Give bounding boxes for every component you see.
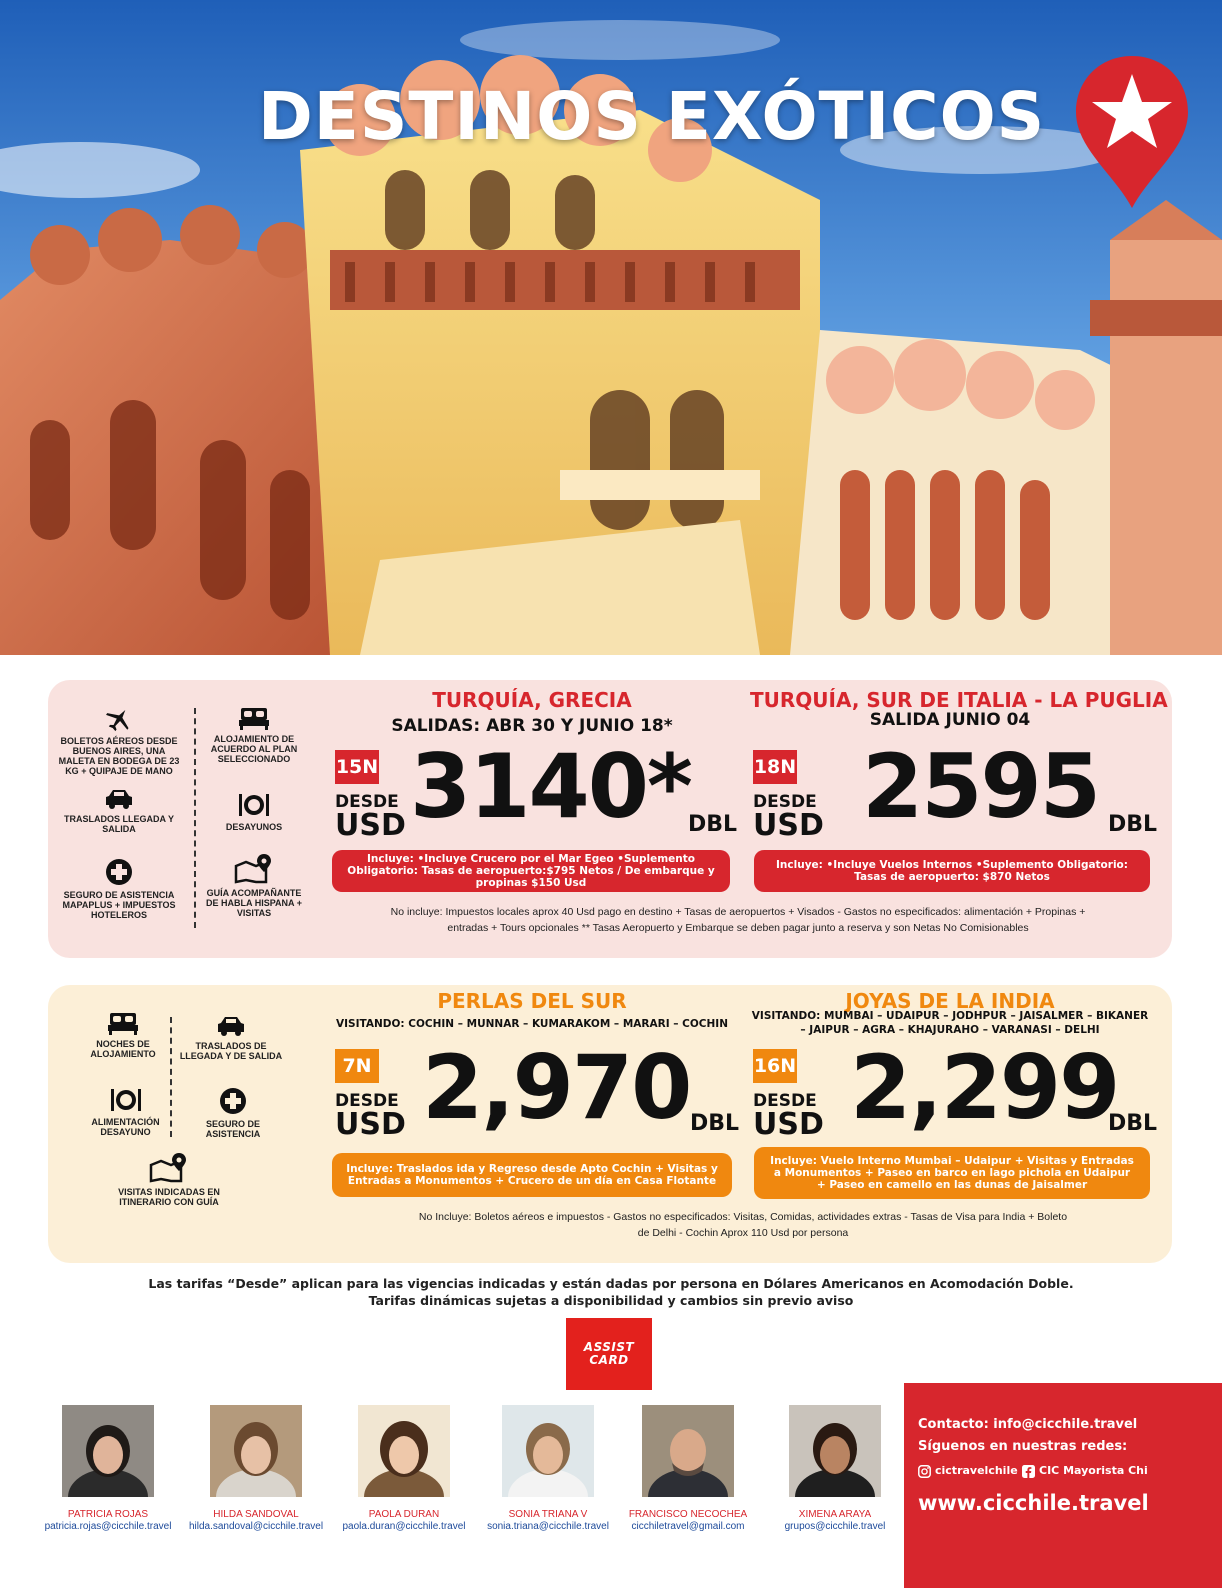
agent-email[interactable]: patricia.rojas@cicchile.travel [44,1521,172,1532]
contact-email-line[interactable]: Contacto: info@cicchile.travel [918,1417,1138,1432]
agent-photo [210,1405,302,1497]
medical-cross-icon [219,1087,247,1115]
currency-label: USD [335,1107,406,1142]
agent-photo [789,1405,881,1497]
offer-perlas-del-sur [332,985,740,1205]
offer-turquia-grecia [332,680,738,900]
agent-card [181,1405,331,1533]
offer-price: 3140* [410,735,691,838]
nights-badge: 18N [753,750,797,784]
offer-includes-box: Incluye: Traslados ida y Regreso desde Apto Cochin + Visitas y Entradas a Monumentos + Crucero de un día en Casa Flotante [332,1153,732,1197]
agent-card [613,1405,763,1533]
include-item-lodging [204,706,304,764]
instagram-icon [918,1465,931,1478]
facebook-page: CIC Mayorista Chi [1039,1464,1148,1477]
instagram-link[interactable] [918,1464,1018,1478]
not-included-note: No incluye: Impuestos locales aprox 40 Usd pago en destino + Tasas de aeropuertos + Visados - Gastos no especificados: alimentación + Propinas + entradas + Tours opcionales ** Tasas Aeropuerto y Embarque se deben pagar junto a reserva y son Netas No Comisionables [390,906,1086,934]
desde-label: DESDE [753,792,817,812]
logo-text: CARD [589,1353,629,1367]
airplane-icon [104,706,134,732]
room-type: DBL [1108,1111,1158,1136]
bed-icon [239,706,269,730]
agent-name: XIMENA ARAYA [798,1509,872,1520]
include-item-flights [54,706,184,776]
website-link[interactable]: www.cicchile.travel [918,1491,1149,1515]
room-type: DBL [1108,812,1158,837]
include-item-visits [104,1151,234,1207]
include-item-label: SEGURO DE ASISTENCIA [205,1119,261,1139]
assist-card-logo [566,1318,652,1390]
agent-name: FRANCISCO NECOCHEA [628,1509,748,1520]
facebook-icon [1022,1465,1035,1478]
room-type: DBL [688,812,738,837]
include-item-insurance [54,858,184,920]
offer-turquia-italia [750,680,1168,900]
offer-title: TURQUÍA, SUR DE ITALIA - LA PUGLIA [750,688,1168,712]
includes-divider [194,708,196,928]
plate-cutlery-icon [109,1087,143,1113]
includes-divider [170,1017,172,1137]
star-location-pin-icon [1070,52,1194,212]
offer-joyas-de-la-india [750,985,1158,1205]
include-item-guide [204,852,304,918]
contact-box [904,1383,1222,1588]
map-pin-icon [149,1151,189,1183]
agent-email[interactable]: hilda.sandoval@cicchile.travel [188,1521,324,1532]
include-item-label: ALOJAMIENTO DE ACUERDO AL PLAN SELECCIONADO [210,734,298,764]
offer-title: PERLAS DEL SUR [437,989,627,1013]
nights-badge: 16N [753,1049,797,1083]
agent-email[interactable]: cicchiletravel@gmail.com [631,1521,745,1532]
offer-includes-box: Incluye: Vuelo Interno Mumbai – Udaipur + Visitas y Entradas a Monumentos + Paseo en barco en lago pichola en Udaipur + Paseo en camello en las dunas de Jaisalmer [754,1147,1150,1199]
offers-panel-europe [48,680,1172,958]
agent-email[interactable]: paola.duran@cicchile.travel [342,1521,466,1532]
not-included-note: No Incluye: Boletos aéreos e impuestos - Gastos no especificados: Visitas, Comidas, actividades extras - Tasas de Visa para India + Boleto de Delhi - Cochin Aprox 110 Usd por persona [418,1211,1068,1239]
include-item-lodging [78,1011,168,1059]
offer-includes-box: Incluye: •Incluye Vuelos Internos •Suplemento Obligatorio: Tasas de aeropuerto: $870 Netos [754,850,1150,892]
agent-photo [502,1405,594,1497]
nights-badge: 7N [335,1049,379,1083]
desde-label: DESDE [335,1091,399,1111]
include-item-label: VISITAS INDICADAS EN ITINERARIO CON GUÍA [118,1187,220,1207]
include-item-label: DESAYUNOS [225,822,283,832]
agent-email[interactable]: grupos@cicchile.travel [784,1521,886,1532]
offer-price: 2,970 [422,1036,691,1139]
agent-name: PAOLA DURAN [368,1509,440,1520]
agent-name: SONIA TRIANA V [508,1509,588,1520]
footnote-line: Tarifas dinámicas sujetas a disponibilidad y cambios sin previo aviso [368,1293,854,1308]
instagram-handle: cictravelchile [935,1464,1018,1477]
offer-price: 2,299 [850,1036,1119,1139]
logo-text: ASSIST [583,1340,635,1354]
nights-badge: 15N [335,750,379,784]
hero-image [0,0,1222,655]
car-icon [216,1015,246,1037]
hero-title: DESTINOS EXÓTICOS [258,78,1046,155]
room-type: DBL [690,1111,740,1136]
offer-title: TURQUÍA, GRECIA [432,688,632,712]
desde-label: DESDE [335,792,399,812]
facebook-link[interactable] [1022,1464,1148,1478]
include-item-label: GUÍA ACOMPAÑANTE DE HABLA HISPANA + VISITAS [206,888,302,918]
include-item-label: TRASLADOS DE LLEGADA Y DE SALIDA [179,1041,283,1061]
agent-photo [62,1405,154,1497]
include-item-label: ALIMENTACIÓN DESAYUNO [91,1117,160,1137]
offers-panel-india [48,985,1172,1263]
agent-photo [642,1405,734,1497]
agent-card [33,1405,183,1533]
medical-cross-icon [105,858,133,886]
agent-card [329,1405,479,1533]
offer-itinerary: VISITANDO: MUMBAI – UDAIPUR – JODHPUR – JAISALMER – BIKANER – JAIPUR – AGRA – KHAJURAHO – VARANASI – DELHI [751,1010,1149,1036]
social-heading: Síguenos en nuestras redes: [918,1439,1128,1454]
agent-card [473,1405,623,1533]
footnote-line: Las tarifas “Desde” aplican para las vigencias indicadas y están dadas por persona en Dólares Americanos en Acomodación Doble. [148,1276,1074,1291]
currency-label: USD [753,808,824,843]
agent-photo [358,1405,450,1497]
bed-icon [108,1011,138,1035]
include-item-breakfast [204,792,304,832]
offer-departures: SALIDAS: ABR 30 Y JUNIO 18* [391,716,673,736]
include-item-transfers [176,1015,286,1061]
agent-email[interactable]: sonia.triana@cicchile.travel [487,1521,609,1532]
include-item-label: BOLETOS AÉREOS DESDE BUENOS AIRES, UNA MALETA EN BODEGA DE 23 KG + QUIPAJE DE MANO [58,736,180,776]
pricing-footnote [100,1275,1122,1309]
map-pin-icon [234,852,274,884]
car-icon [104,788,134,810]
offer-title: JOYAS DE LA INDIA [845,989,1055,1013]
currency-label: USD [753,1107,824,1142]
include-item-transfers [54,788,184,834]
include-item-label: SEGURO DE ASISTENCIA MAPAPLUS + IMPUESTOS HOTELEROS [62,890,176,920]
desde-label: DESDE [753,1091,817,1111]
plate-cutlery-icon [237,792,271,818]
currency-label: USD [335,808,406,843]
offer-price: 2595 [862,735,1099,838]
include-item-label: NOCHES DE ALOJAMIENTO [90,1039,156,1059]
offer-itinerary: VISITANDO: COCHIN – MUNNAR – KUMARAKOM – MARARI – COCHIN [336,1018,728,1030]
agent-name: HILDA SANDOVAL [213,1509,299,1520]
offer-departures: SALIDA JUNIO 04 [869,710,1031,730]
include-item-label: TRASLADOS LLEGADA Y SALIDA [63,814,174,834]
offer-includes-box: Incluye: •Incluye Crucero por el Mar Egeo •Suplemento Obligatorio: Tasas de aeropuerto:$795 Netos / De embarque y propinas $150 Usd [332,850,730,892]
agent-name: PATRICIA ROJAS [67,1509,149,1520]
include-item-breakfast [78,1087,173,1137]
agent-card [760,1405,910,1533]
include-item-insurance [188,1087,278,1139]
